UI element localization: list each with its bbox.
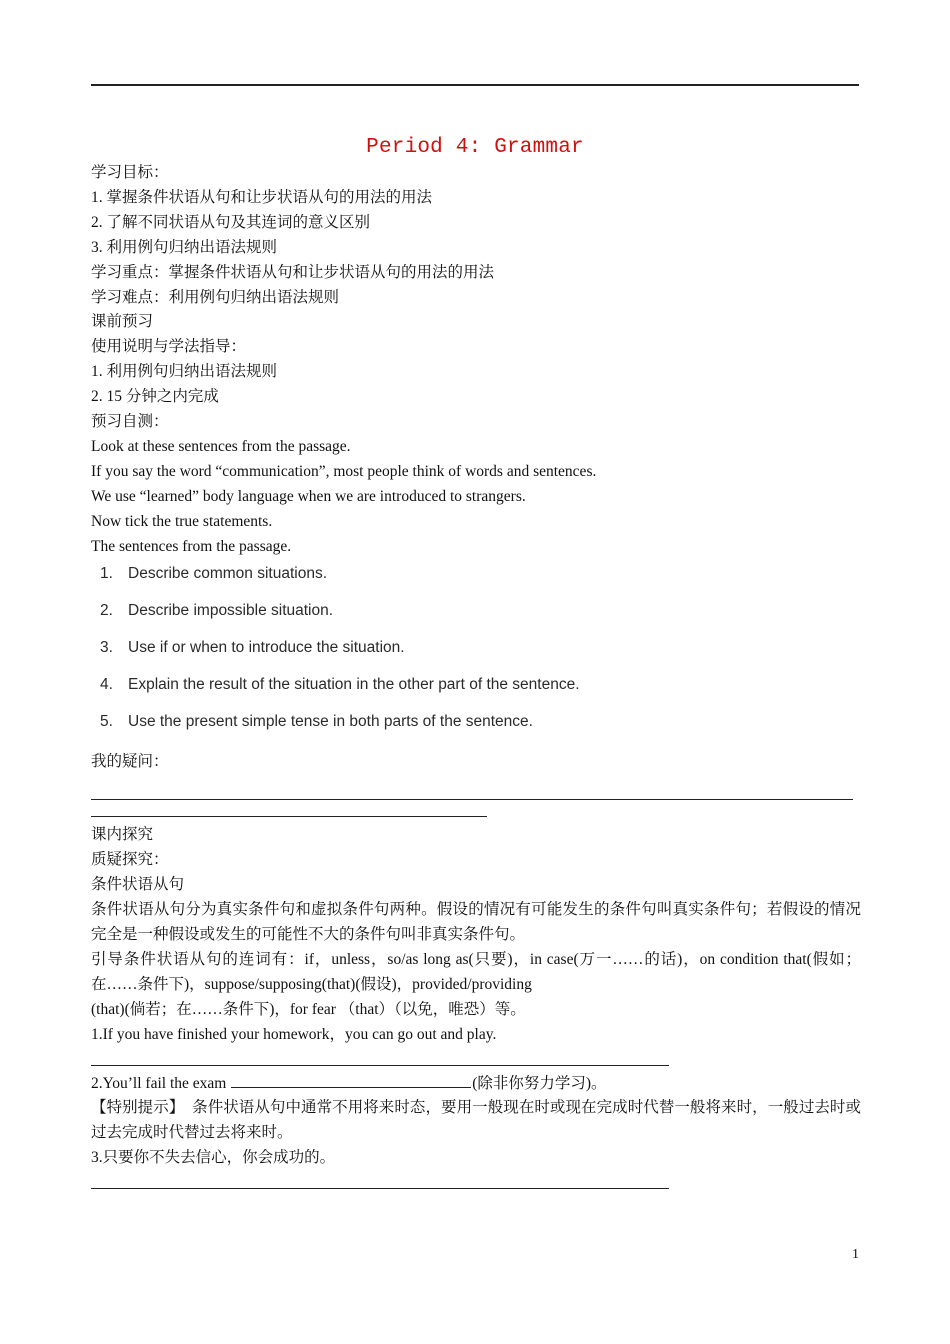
passage-intro: Look at these sentences from the passage. bbox=[91, 437, 351, 455]
header-rule bbox=[91, 84, 859, 86]
statement-text: Explain the result of the situation in the other part of the sentence. bbox=[128, 676, 580, 694]
questions-label: 我的疑问： bbox=[91, 753, 169, 771]
questions-answer-line[interactable] bbox=[91, 775, 853, 800]
statement-item bbox=[100, 600, 861, 637]
example-answer-line[interactable] bbox=[91, 1048, 669, 1066]
difficulty-line: 学习难点：利用例句归纳出语法规则 bbox=[91, 288, 340, 306]
statement-text: Use the present simple tense in both parts of the sentence. bbox=[128, 713, 533, 731]
example-fill-blank bbox=[91, 1072, 861, 1097]
translation-prompt: 3.只要你不失去信心，你会成功的。 bbox=[91, 1149, 336, 1167]
objective-item: 3. 利用例句归纳出语法规则 bbox=[91, 238, 278, 256]
objective-item: 1. 掌握条件状语从句和让步状语从句的用法的用法 bbox=[91, 188, 433, 206]
statement-number: 4. bbox=[100, 676, 113, 694]
guide-item: 1. 利用例句归纳出语法规则 bbox=[91, 363, 278, 381]
focus-line: 学习重点：掌握条件状语从句和让步状语从句的用法的用法 bbox=[91, 263, 495, 281]
statements-lead: The sentences from the passage. bbox=[91, 537, 292, 555]
statement-item bbox=[100, 711, 861, 748]
statement-item bbox=[100, 674, 861, 711]
page-title: Period 4: Grammar bbox=[366, 136, 584, 159]
page-number: 1 bbox=[852, 1247, 859, 1262]
topic-heading: 条件状语从句 bbox=[91, 876, 185, 894]
example-sentence: 1.If you have finished your homework，you can go out and play. bbox=[91, 1025, 497, 1043]
statement-number: 5. bbox=[100, 713, 113, 731]
preview-heading: 课前预习 bbox=[91, 313, 154, 331]
translation-answer-line[interactable] bbox=[91, 1171, 669, 1189]
inquiry-heading: 质疑探究： bbox=[91, 851, 169, 869]
statement-number: 3. bbox=[100, 638, 113, 656]
example-suffix: (除非你努力学习)。 bbox=[472, 1074, 607, 1092]
guide-heading: 使用说明与学法指导： bbox=[91, 338, 247, 356]
questions-answer-line[interactable] bbox=[91, 802, 487, 817]
statement-number: 1. bbox=[100, 564, 113, 582]
fill-in-blank[interactable] bbox=[231, 1073, 471, 1088]
tick-instruction: Now tick the true statements. bbox=[91, 512, 273, 530]
self-test-heading: 预习自测： bbox=[91, 413, 169, 431]
statement-text: Use if or when to introduce the situation. bbox=[128, 638, 405, 656]
explanation-paragraph: 条件状语从句分为真实条件句和虚拟条件句两种。假设的情况有可能发生的条件句叫真实条件句；若假设的情况完全是一种假设或发生的可能性不大的条件句叫非真实条件句。 bbox=[91, 901, 861, 943]
inclass-heading: 课内探究 bbox=[91, 826, 154, 844]
statement-text: Describe impossible situation. bbox=[128, 601, 334, 619]
special-tip: 【特别提示】 条件状语从句中通常不用将来时态，要用一般现在时或现在完成时代替一般将来时，一般过去时或过去完成时代替过去将来时。 bbox=[91, 1099, 861, 1142]
objectives-heading: 学习目标： bbox=[91, 164, 169, 181]
passage-sentence: We use “learned” body language when we are introduced to strangers. bbox=[91, 487, 526, 505]
statements-list bbox=[100, 563, 861, 749]
statement-item bbox=[100, 563, 861, 600]
passage-sentence: If you say the word “communication”, most people think of words and sentences. bbox=[91, 462, 597, 480]
conjunctions-paragraph: 引导条件状语从句的连词有：if，unless，so/as long as(只要)，in case(万一……的话)，on condition that(假如；在……条件下)，suppose/supposing(that)(假设)，provided/providing bbox=[91, 950, 861, 993]
document-body bbox=[91, 161, 861, 1195]
objective-item: 2. 了解不同状语从句及其连词的意义区别 bbox=[91, 213, 371, 231]
example-prefix: 2.You’ll fail the exam bbox=[91, 1074, 231, 1092]
statement-number: 2. bbox=[100, 601, 113, 619]
statement-text: Describe common situations. bbox=[128, 564, 327, 582]
conjunctions-paragraph-end: (that)(倘若；在……条件下)，for fear （that）（以免，唯恐）等。 bbox=[91, 1000, 526, 1018]
guide-item: 2. 15 分钟之内完成 bbox=[91, 388, 219, 406]
statement-item bbox=[100, 637, 861, 674]
